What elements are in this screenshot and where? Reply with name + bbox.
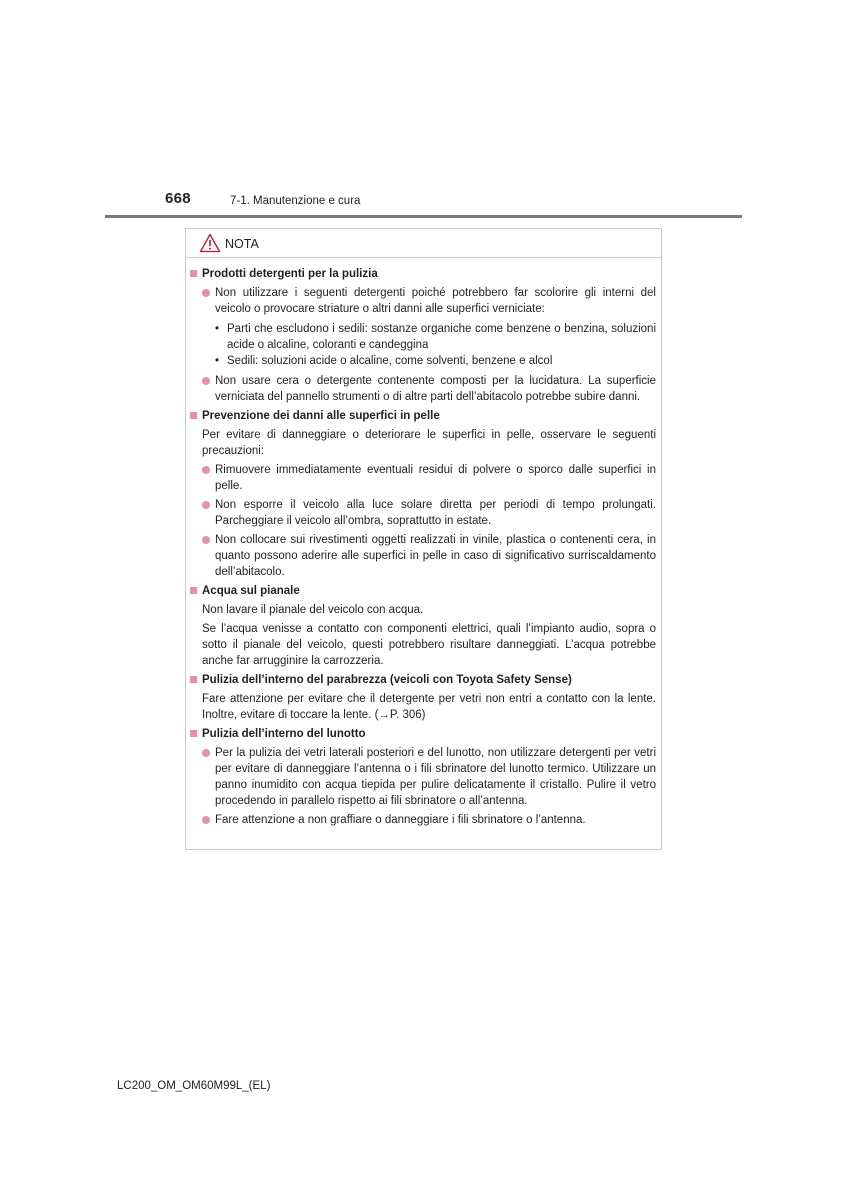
section-heading-text: Acqua sul pianale: [202, 585, 300, 597]
bullet-text: Rimuovere immediatamente eventuali residui di polvere o sporco dalle superfici in pelle.: [215, 464, 656, 492]
square-bullet-icon: [190, 412, 197, 419]
section-heading: [190, 266, 656, 282]
circle-bullet-icon: [202, 501, 210, 509]
square-bullet-icon: [190, 270, 197, 277]
small-bullet-icon: •: [215, 323, 220, 335]
section-heading: [190, 726, 656, 742]
bullet-text: Fare attenzione a non graffiare o danneggiare i fili sbrinatore o l’antenna.: [215, 814, 586, 826]
paragraph: Per evitare di danneggiare o deteriorare le superfici in pelle, osservare le seguenti precauzioni:: [202, 429, 656, 457]
bullet-item: [190, 285, 656, 370]
bullet-item: [190, 532, 656, 580]
circle-bullet-icon: [202, 466, 210, 474]
sub-list: [215, 321, 656, 369]
sub-list-text: Sedili: soluzioni acide o alcaline, come solventi, benzene e alcol: [227, 355, 553, 367]
note-box: [185, 228, 662, 850]
section-heading-text: Pulizia dell’interno del lunotto: [202, 728, 366, 740]
section-heading-text: Pulizia dell’interno del parabrezza (veicoli con Toyota Safety Sense): [202, 674, 572, 686]
circle-bullet-icon: [202, 289, 210, 297]
paragraph: Se l’acqua venisse a contatto con componenti elettrici, quali l’impianto audio, sopra o sotto il pianale del veicolo, questi potrebbero risultare danneggiati. L’acqua potrebbe anche far arrugginire la carrozzeria.: [202, 623, 656, 667]
bullet-text: Non esporre il veicolo alla luce solare diretta per periodi di tempo prolungati. Parcheggiare il veicolo all’ombra, soprattutto in estate.: [215, 499, 656, 527]
square-bullet-icon: [190, 676, 197, 683]
footer-code: LC200_OM_OM60M99L_(EL): [117, 1080, 271, 1092]
section-heading: [190, 583, 656, 599]
bullet-item: [190, 812, 656, 828]
section-title: 7-1. Manutenzione e cura: [230, 195, 361, 207]
bullet-item: [190, 373, 656, 405]
sub-list-text: Parti che escludono i sedili: sostanze organiche come benzene o benzina, soluzioni acide o alcaline, coloranti e candeggina: [227, 323, 656, 351]
square-bullet-icon: [190, 587, 197, 594]
sub-list-item: [215, 353, 656, 369]
note-body: [186, 258, 661, 828]
header-rule: [105, 215, 742, 218]
section-heading: [190, 672, 656, 688]
section-heading-text: Prevenzione dei danni alle superfici in pelle: [202, 410, 440, 422]
bullet-item: [190, 497, 656, 529]
section-heading: [190, 408, 656, 424]
paragraph: Non lavare il pianale del veicolo con acqua.: [202, 604, 424, 616]
bullet-text: Per la pulizia dei vetri laterali posteriori e del lunotto, non utilizzare detergenti per vetri per evitare di danneggiare l’antenna o i fili sbrinatore del lunotto termico. Utilizzare un panno inumidito con acqua tiepida per pulire delicatamente il cristallo. Pulire il vetro procedendo in parallelo rispetto ai fili sbrinatore o all’antenna.: [215, 747, 656, 807]
note-label: NOTA: [225, 236, 259, 251]
section-heading-text: Prodotti detergenti per la pulizia: [202, 268, 378, 280]
warning-triangle-icon: [199, 233, 221, 253]
bullet-item: [190, 745, 656, 809]
page-number: 668: [165, 190, 191, 207]
circle-bullet-icon: [202, 816, 210, 824]
square-bullet-icon: [190, 730, 197, 737]
paragraph: Fare attenzione per evitare che il detergente per vetri non entri a contatto con la lente. Inoltre, evitare di toccare la lente. (→P. 306): [202, 693, 656, 721]
bullet-text: Non usare cera o detergente contenente composti per la lucidatura. La superficie verniciata del pannello strumenti o di altre parti dell’abitacolo potrebbe subire danni.: [215, 375, 656, 403]
sub-list-item: [215, 321, 656, 353]
circle-bullet-icon: [202, 536, 210, 544]
bullet-text: Non collocare sui rivestimenti oggetti realizzati in vinile, plastica o contenenti cera, in quanto possono aderire alle superfici in pelle in caso di significativo surriscaldamento dell’abitacolo.: [215, 534, 656, 578]
small-bullet-icon: •: [215, 355, 220, 367]
circle-bullet-icon: [202, 377, 210, 385]
bullet-item: [190, 462, 656, 494]
circle-bullet-icon: [202, 749, 210, 757]
note-header: [186, 229, 661, 258]
bullet-text: Non utilizzare i seguenti detergenti poiché potrebbero far scolorire gli interni del veicolo o provocare striature o altri danni alle superfici verniciate:: [215, 287, 656, 315]
